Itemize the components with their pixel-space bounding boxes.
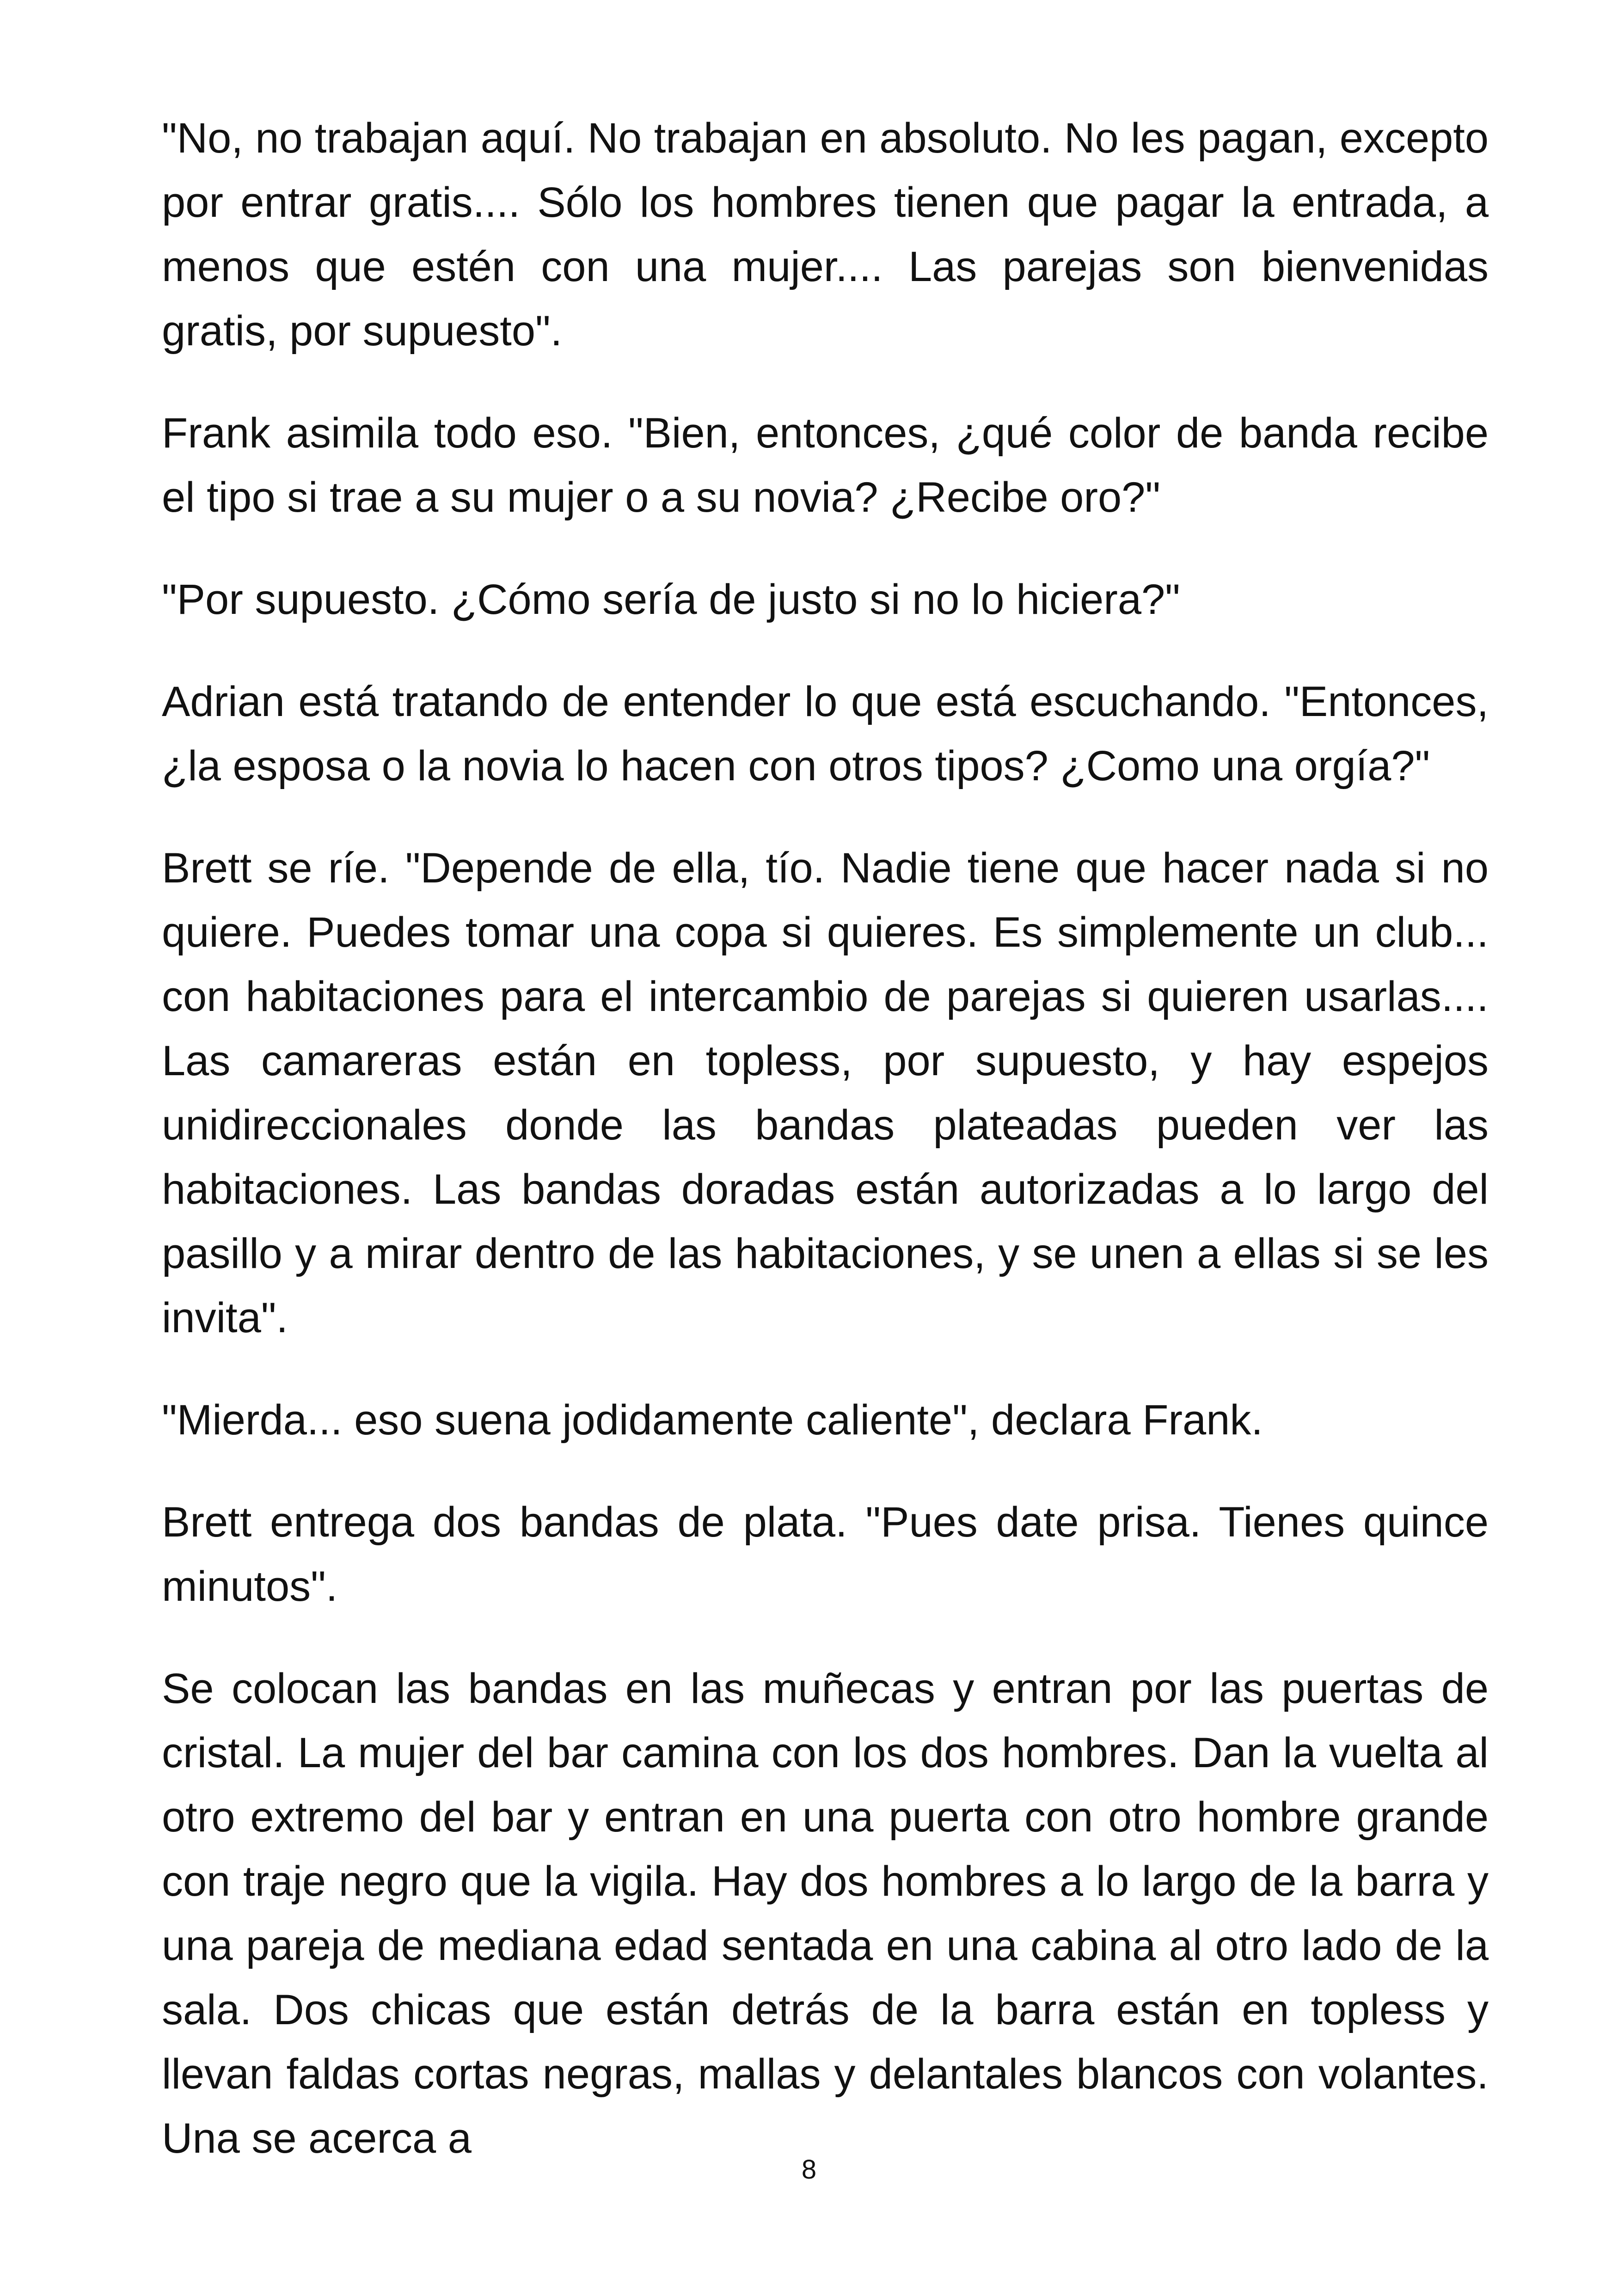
- paragraph-2: Frank asimila todo eso. "Bien, entonces, ¿qué color de banda recibe el tipo si trae a su mujer o a su novia? ¿Recibe oro?": [162, 410, 1489, 521]
- body-text: [162, 106, 1489, 2171]
- paragraph-4: Adrian está tratando de entender lo que está escuchando. "Entonces, ¿la esposa o la novia lo hacen con otros tipos? ¿Como una orgía?": [162, 678, 1489, 790]
- paragraph-8: Se colocan las bandas en las muñecas y entran por las puertas de cristal. La mujer del bar camina con los dos hombres. Dan la vuelta al otro extremo del bar y entran en una puerta con otro hombre grande con traje negro que la vigila. Hay dos hombres a lo largo de la barra y una pareja de mediana edad sentada en una cabina al otro lado de la sala. Dos chicas que están detrás de la barra están en topless y llevan faldas cortas negras, mallas y delantales blancos con volantes. Una se acerca a: [162, 1665, 1489, 2162]
- paragraph-5: Brett se ríe. "Depende de ella, tío. Nadie tiene que hacer nada si no quiere. Puedes tomar una copa si quieres. Es simplemente un club... con habitaciones para el intercambio de parejas si quieren usarlas.... Las camareras están en topless, por supuesto, y hay espejos unidireccionales donde las bandas plateadas pueden ver las habitaciones. Las bandas doradas están autorizadas a lo largo del pasillo y a mirar dentro de las habitaciones, y se unen a ellas si se les invita".: [162, 845, 1489, 1341]
- page-number: 8: [801, 2155, 817, 2185]
- paragraph-3: "Por supuesto. ¿Cómo sería de justo si no lo hiciera?": [162, 576, 1180, 623]
- paragraph-6: "Mierda... eso suena jodidamente caliente", declara Frank.: [162, 1396, 1263, 1444]
- paragraph-7: Brett entrega dos bandas de plata. "Pues date prisa. Tienes quince minutos".: [162, 1499, 1489, 1610]
- paragraph-1: "No, no trabajan aquí. No trabajan en absoluto. No les pagan, excepto por entrar gratis.... Sólo los hombres tienen que pagar la entrada, a menos que estén con una mujer.... Las parejas son bienvenidas gratis, por supuesto".: [162, 115, 1489, 355]
